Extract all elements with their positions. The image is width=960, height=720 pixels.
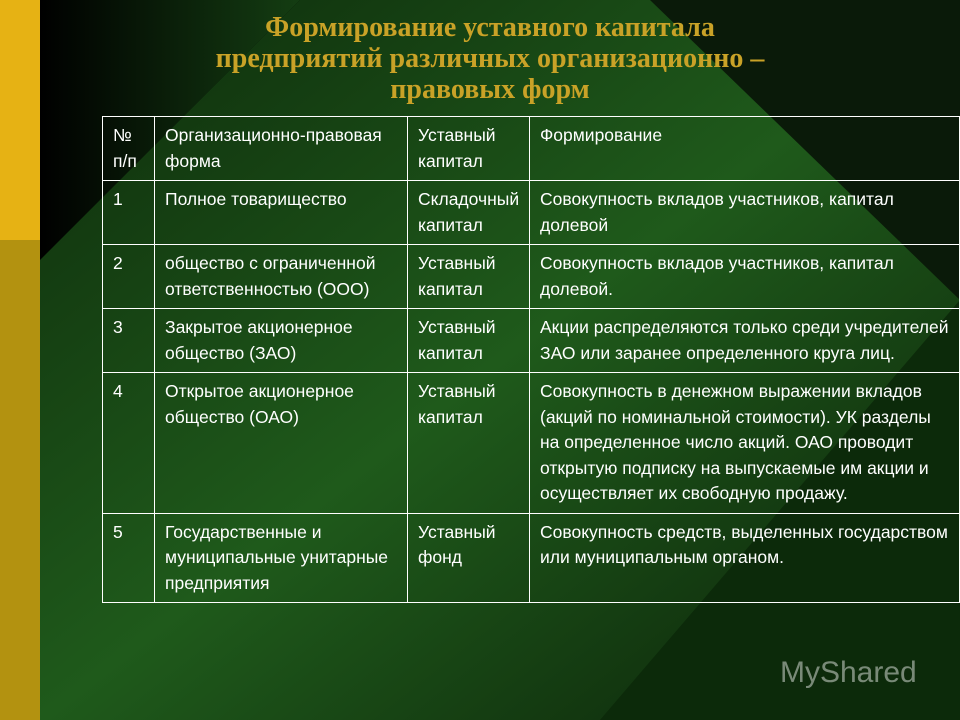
row-formation: Совокупность вкладов участников, капитал долевой. bbox=[530, 245, 960, 309]
row-formation: Совокупность вкладов участников, капитал долевой bbox=[530, 181, 960, 245]
accent-bar-top bbox=[0, 0, 40, 240]
title-line-2: предприятий различных организационно – bbox=[215, 43, 765, 74]
title-line-1: Формирование уставного капитала bbox=[265, 12, 715, 43]
row-form: Закрытое акционерное общество (ЗАО) bbox=[155, 309, 408, 373]
row-capital: Уставный фонд bbox=[408, 513, 530, 603]
row-formation: Совокупность средств, выделенных государством или муниципальным органом. bbox=[530, 513, 960, 603]
table-row bbox=[103, 373, 960, 514]
table-row bbox=[103, 513, 960, 603]
row-num: 1 bbox=[103, 181, 155, 245]
row-form: Государственные и муниципальные унитарные предприятия bbox=[155, 513, 408, 603]
table-row bbox=[103, 245, 960, 309]
header-formation: Формирование bbox=[530, 117, 960, 181]
row-formation: Совокупность в денежном выражении вкладов (акций по номинальной стоимости). УК разделы на определенное число акций. ОАО проводит открытую подписку на выпускаемые им акции и осуществляет их свободную продажу. bbox=[530, 373, 960, 514]
row-form: Открытое акционерное общество (ОАО) bbox=[155, 373, 408, 514]
row-capital: Уставный капитал bbox=[408, 245, 530, 309]
row-num: 3 bbox=[103, 309, 155, 373]
header-capital: Уставный капитал bbox=[408, 117, 530, 181]
watermark-text: MyShared bbox=[780, 656, 917, 689]
row-capital: Уставный капитал bbox=[408, 373, 530, 514]
table-row bbox=[103, 181, 960, 245]
row-num: 5 bbox=[103, 513, 155, 603]
row-capital: Уставный капитал bbox=[408, 309, 530, 373]
row-form: Полное товарищество bbox=[155, 181, 408, 245]
row-num: 2 bbox=[103, 245, 155, 309]
row-form: общество с ограниченной ответственностью (ООО) bbox=[155, 245, 408, 309]
header-num: № п/п bbox=[103, 117, 155, 181]
title-line-3: правовых форм bbox=[390, 74, 590, 105]
table-row bbox=[103, 309, 960, 373]
slide-title bbox=[170, 12, 810, 105]
row-capital: Складочный капитал bbox=[408, 181, 530, 245]
row-formation: Акции распределяются только среди учредителей ЗАО или заранее определенного круга лиц. bbox=[530, 309, 960, 373]
row-num: 4 bbox=[103, 373, 155, 514]
table-header-row bbox=[103, 117, 960, 181]
header-form: Организационно-правовая форма bbox=[155, 117, 408, 181]
accent-bar-bottom bbox=[0, 240, 40, 720]
capital-formation-table bbox=[102, 116, 960, 603]
